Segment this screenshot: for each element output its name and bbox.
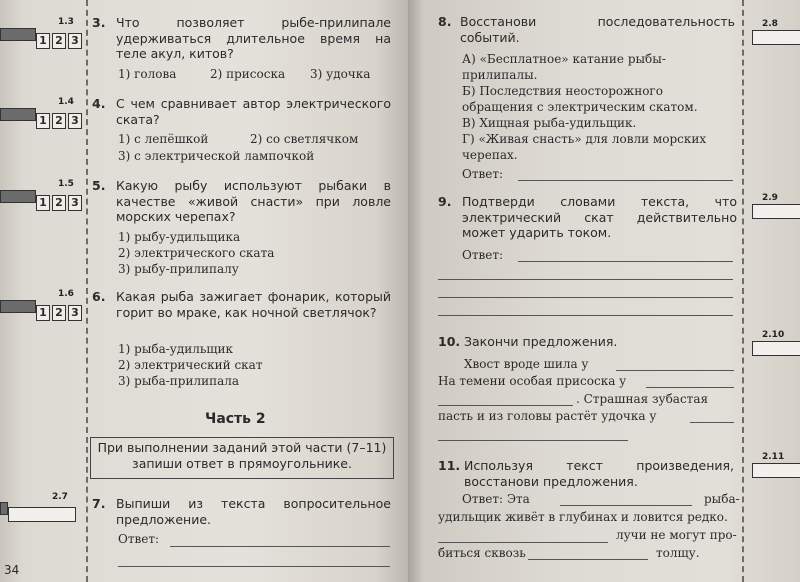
- code-label-q4: 1.4: [58, 97, 74, 107]
- fill-blank[interactable]: [560, 505, 692, 506]
- option-2[interactable]: 2) электрический скат: [118, 358, 263, 372]
- part-title: Часть 2: [205, 411, 266, 427]
- option-2[interactable]: 2) присоска: [210, 67, 286, 81]
- answer-line[interactable]: [438, 315, 733, 316]
- sentence-line: Хвост вроде шила у: [464, 357, 589, 371]
- margin-dashed-line: [742, 0, 744, 582]
- answer-label: Ответ:: [462, 167, 504, 181]
- fill-blank[interactable]: [528, 559, 648, 560]
- answer-box-3[interactable]: 3: [68, 305, 82, 321]
- answer-box-3[interactable]: 3: [68, 113, 82, 129]
- sentence-line: пасть и из головы растёт удочка у: [438, 409, 657, 423]
- question-number: 9.: [438, 194, 452, 209]
- answer-box-3[interactable]: 3: [68, 33, 82, 49]
- answer-rectangle-q8[interactable]: [752, 30, 800, 45]
- code-label-q3: 1.3: [58, 17, 74, 27]
- code-label-q6: 1.6: [58, 289, 74, 299]
- option-3[interactable]: 3) удочка: [310, 67, 371, 81]
- answer-box-1[interactable]: 1: [36, 195, 50, 211]
- answer-rectangle-q7[interactable]: [8, 507, 76, 522]
- answer-box-1[interactable]: 1: [36, 113, 50, 129]
- score-bar: [0, 502, 8, 515]
- option-1[interactable]: 1) с лепёшкой: [118, 132, 209, 146]
- score-bar: [0, 108, 36, 121]
- answer-boxes-q5[interactable]: [36, 195, 82, 211]
- score-bar: [0, 300, 36, 313]
- sentence-line: Ответ: Эта: [462, 492, 530, 506]
- code-label-q8: 2.8: [762, 19, 778, 29]
- question-number: 7.: [92, 496, 106, 511]
- instruction-box: При выполнении заданий этой части (7–11) запиши ответ в прямоугольнике.: [90, 437, 394, 479]
- answer-label: Ответ:: [118, 532, 160, 546]
- question-text: Какую рыбу используют рыбаки в качестве «живой снасти» при ловле морских черепах?: [116, 178, 391, 224]
- question-text: Выпиши из текста вопросительное предложение.: [116, 496, 391, 527]
- score-bar: [0, 28, 36, 41]
- answer-box-2[interactable]: 2: [52, 305, 66, 321]
- question-text: Подтверди словами текста, что электрический скат действительно может ударить током.: [462, 194, 737, 240]
- sentence-line: . Страшная зубастая: [576, 392, 709, 406]
- sentence-line: толщу.: [656, 546, 700, 560]
- answer-box-1[interactable]: 1: [36, 33, 50, 49]
- question-number: 8.: [438, 14, 452, 29]
- sequence-item-d: Г) «Живая снасть» для ловли морских черепах.: [462, 132, 707, 162]
- option-1[interactable]: 1) рыбу-удильщика: [118, 230, 241, 244]
- fill-blank[interactable]: [646, 387, 734, 388]
- code-label-q7: 2.7: [52, 492, 68, 502]
- code-label-q9: 2.9: [762, 193, 778, 203]
- fill-blank[interactable]: [438, 405, 573, 406]
- code-label-q10: 2.10: [762, 330, 785, 340]
- answer-boxes-q6[interactable]: [36, 305, 82, 321]
- option-2[interactable]: 2) со светлячком: [250, 132, 359, 146]
- answer-line[interactable]: [170, 546, 390, 547]
- question-number: 6.: [92, 289, 106, 304]
- question-text: С чем сравнивает автор электрического ската?: [116, 96, 391, 127]
- answer-boxes-q4[interactable]: [36, 113, 82, 129]
- answer-line[interactable]: [518, 180, 733, 181]
- option-1[interactable]: 1) рыба-удильщик: [118, 342, 234, 356]
- sentence-line: лучи не могут про-: [616, 528, 737, 542]
- page-number: 34: [4, 563, 20, 577]
- question-number: 11.: [438, 458, 461, 473]
- question-number: 3.: [92, 15, 106, 30]
- fill-blank[interactable]: [616, 370, 734, 371]
- answer-line[interactable]: [438, 279, 733, 280]
- margin-dashed-line: [86, 0, 88, 582]
- fill-blank[interactable]: [438, 440, 628, 441]
- question-number: 4.: [92, 96, 106, 111]
- question-number: 10.: [438, 334, 461, 349]
- question-number: 5.: [92, 178, 106, 193]
- fill-blank[interactable]: [690, 422, 734, 423]
- answer-box-2[interactable]: 2: [52, 33, 66, 49]
- answer-boxes-q3[interactable]: [36, 33, 82, 49]
- code-label-q11: 2.11: [762, 452, 785, 462]
- sentence-line: биться сквозь: [438, 546, 526, 560]
- question-text: Восстанови последовательность событий.: [460, 14, 735, 45]
- answer-line[interactable]: [118, 566, 390, 567]
- option-3[interactable]: 3) с электрической лампочкой: [118, 149, 315, 163]
- answer-box-2[interactable]: 2: [52, 195, 66, 211]
- right-page: [408, 0, 800, 582]
- question-text: Что позволяет рыбе-прилипале удерживаться длительное время на теле акул, китов?: [116, 15, 391, 61]
- sequence-item-a: А) «Бесплатное» катание рыбы-прилипалы.: [462, 52, 666, 82]
- answer-box-3[interactable]: 3: [68, 195, 82, 211]
- fill-blank[interactable]: [438, 542, 608, 543]
- question-text: Какая рыба зажигает фонарик, который горит во мраке, как ночной светлячок?: [116, 289, 391, 320]
- sequence-item-b: Б) Последствия неосторожного обращения с электрическим скатом.: [462, 84, 698, 114]
- answer-box-2[interactable]: 2: [52, 113, 66, 129]
- score-bar: [0, 190, 36, 203]
- sentence-line: рыба-: [704, 492, 740, 506]
- option-3[interactable]: 3) рыба-прилипала: [118, 374, 240, 388]
- question-text: Закончи предложения.: [464, 334, 618, 349]
- answer-rectangle-q11[interactable]: [752, 463, 800, 478]
- answer-box-1[interactable]: 1: [36, 305, 50, 321]
- sentence-line: удильщик живёт в глубинах и ловится редко.: [438, 510, 728, 524]
- answer-rectangle-q10[interactable]: [752, 341, 800, 356]
- sequence-item-c: В) Хищная рыба-удильщик.: [462, 116, 637, 130]
- option-1[interactable]: 1) голова: [118, 67, 177, 81]
- answer-rectangle-q9[interactable]: [752, 204, 800, 219]
- option-2[interactable]: 2) электрического ската: [118, 246, 275, 260]
- answer-label: Ответ:: [462, 248, 504, 262]
- sentence-line: На темени особая присоска у: [438, 374, 627, 388]
- answer-line[interactable]: [438, 297, 733, 298]
- option-3[interactable]: 3) рыбу-прилипалу: [118, 262, 239, 276]
- code-label-q5: 1.5: [58, 179, 74, 189]
- answer-line[interactable]: [518, 261, 733, 262]
- question-text: Используя текст произведения, восстанови предложения.: [464, 458, 734, 489]
